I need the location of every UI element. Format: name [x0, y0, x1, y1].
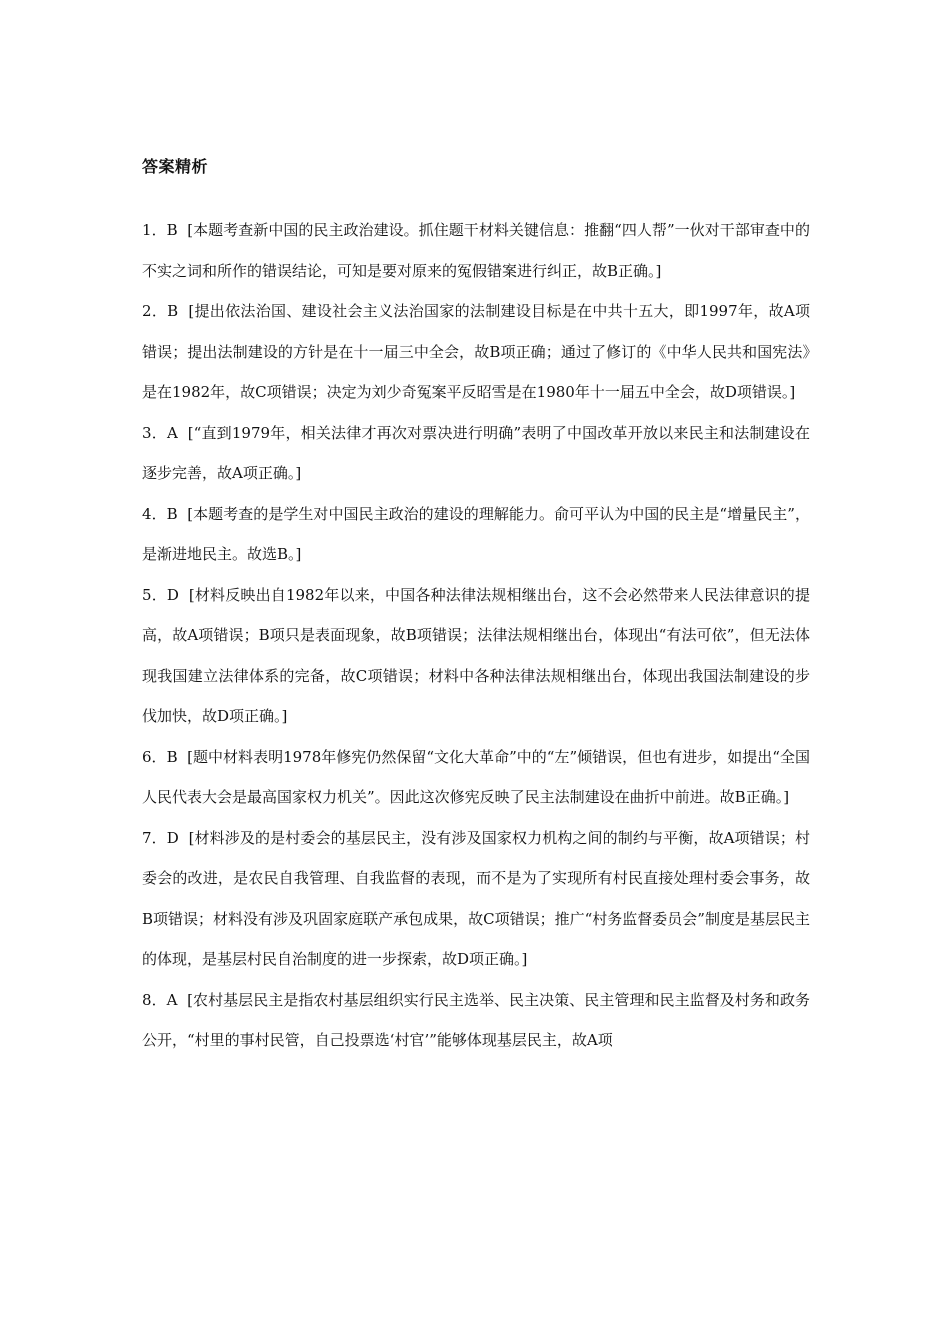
answer-text: [材料反映出自1982年以来，中国各种法律法规相继出台，这不会必然带来人民法律意识的提高，故A项错误；B项只是表面现象，故B项错误；法律法规相继出台，体现出“有法可依”，但无法体现我国建立法律体系的完备，故C项错误；材料中各种法律法规相继出台，体现出我国法制建设的步伐加快，故D项正确。] — [142, 585, 810, 725]
answer-number: 2．B — [142, 302, 179, 320]
answer-text: [材料涉及的是村委会的基层民主，没有涉及国家权力机构之间的制约与平衡，故A项错误；村委会的改进，是农民自我管理、自我监督的表现，而不是为了实现所有村民直接处理村委会事务，故B项错误；材料没有涉及巩固家庭联产承包成果，故C项错误；推广“村务监督委员会”制度是基层民主的体现，是基层村民自治制度的进一步探索，故D项正确。] — [142, 828, 810, 968]
answer-number: 5．D — [142, 585, 179, 604]
answer-item — [142, 980, 810, 1061]
answer-text: [本题考查的是学生对中国民主政治的建设的理解能力。俞可平认为中国的民主是“增量民主”，是渐进地民主。故选B。] — [142, 504, 810, 563]
answer-number: 3．A — [142, 423, 178, 442]
answer-number: 7．D — [142, 828, 179, 847]
answer-item — [142, 494, 810, 575]
answer-text: [本题考查新中国的民主政治建设。抓住题干材料关键信息：推翻“四人帮”一伙对干部审查中的不实之词和所作的错误结论，可知是要对原来的冤假错案进行纠正，故B正确。] — [142, 221, 810, 280]
answer-number: 8．A — [142, 990, 178, 1009]
answer-text: [题中材料表明1978年修宪仍然保留“文化大革命”中的“左”倾错误，但也有进步，如提出“全国人民代表大会是最高国家权力机关”。因此这次修宪反映了民主法制建设在曲折中前进。故B正确。] — [142, 747, 810, 806]
answer-number: 1．B — [142, 221, 178, 239]
answer-item — [142, 210, 810, 291]
answer-list — [142, 210, 810, 1061]
answer-item — [142, 575, 810, 737]
answer-item — [142, 291, 810, 413]
answer-text: [“直到1979年，相关法律才再次对票决进行明确”表明了中国改革开放以来民主和法制建设在逐步完善，故A项正确。] — [142, 423, 810, 482]
answer-item — [142, 413, 810, 494]
answer-item — [142, 818, 810, 980]
answer-number: 4．B — [142, 504, 178, 523]
answer-number: 6．B — [142, 747, 178, 766]
answer-text: [农村基层民主是指农村基层组织实行民主选举、民主决策、民主管理和民主监督及村务和政务公开，“村里的事村民管，自己投票选‘村官’”能够体现基层民主，故A项 — [142, 990, 810, 1049]
answer-text: [提出依法治国、建设社会主义法治国家的法制建设目标是在中共十五大，即1997年，故A项错误；提出法制建设的方针是在十一届三中全会，故B项正确；通过了修订的《中华人民共和国宪法》是在1982年，故C项错误；决定为刘少奇冤案平反昭雪是在1980年十一届五中全会，故D项错误。] — [142, 302, 810, 401]
page-title: 答案精析 — [142, 157, 209, 176]
answer-item — [142, 737, 810, 818]
